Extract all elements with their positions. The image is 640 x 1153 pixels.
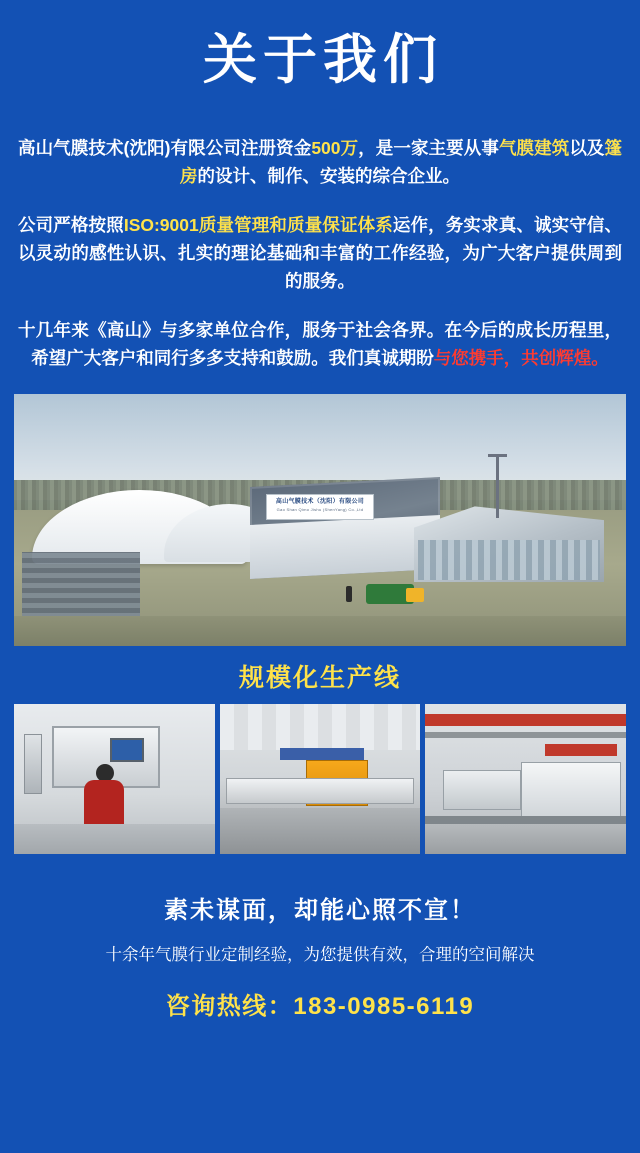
hero-image-wrap: [0, 394, 640, 646]
foreground-road: [14, 616, 626, 646]
cnc-machine-right: [521, 762, 621, 820]
company-signboard-text: 高山气膜技术（沈阳）有限公司: [275, 499, 365, 506]
intro-text-run-3-2: 与您携手，共创辉煌。: [433, 348, 609, 369]
intro-text-run-1-4: 气膜建筑: [498, 138, 570, 158]
intro-text-run-1-6: 篷房: [180, 138, 623, 187]
intro-paragraph-1: [18, 134, 622, 191]
production-thumb-cnc: [425, 704, 626, 854]
production-thumb-welding: [14, 704, 215, 854]
hotline-label: 咨询热线：: [165, 993, 294, 1021]
ceiling-beam: [425, 732, 626, 738]
workshop-floor: [425, 824, 626, 854]
intro-text-run-1-2: 500万: [311, 138, 359, 158]
intro-text-run-3-1: 十几年来《高山》与多家单位合作，服务于社会各界。在今后的成长历程里，希望广大客户和同行多多支持和鼓励。我们真诚期盼: [18, 319, 622, 369]
overhead-crane: [425, 714, 626, 726]
footer-subtitle: 十余年气膜行业定制经验，为您提供有效，合理的空间解决: [105, 946, 535, 965]
utility-tower: [496, 454, 499, 518]
work-table: [226, 778, 414, 804]
intro-text-run-1-1: 高山气膜技术(沈阳)有限公司注册资金: [18, 138, 312, 158]
membrane-ceiling: [220, 704, 421, 750]
intro-text-run-1-5: 以及: [569, 138, 605, 158]
factory-hall-facade: [250, 515, 440, 579]
worker-figure: [346, 586, 352, 602]
glass-curtain-wall: [418, 540, 600, 580]
gantry-arm: [280, 748, 364, 760]
hotline-number[interactable]: 183-0985-6119: [293, 993, 475, 1021]
workshop-floor: [14, 824, 215, 854]
intro-text-run-1-3: ，是一家主要从事: [358, 138, 499, 158]
workshop-banner: [545, 744, 617, 756]
production-section-title: 规模化生产线: [238, 664, 401, 693]
intro-paragraph-2: [18, 211, 622, 296]
company-signboard: [266, 494, 374, 520]
intro-paragraph-3: [18, 316, 622, 373]
cnc-machine-left: [443, 770, 521, 810]
intro-text-run-2-2: ISO:9001质量管理和质量保证体系: [123, 214, 393, 235]
hero-facility-photo: [14, 394, 626, 646]
intro-text-run-2-1: 公司严格按照: [18, 214, 124, 235]
production-thumbnails: [0, 704, 640, 854]
page-title: 关于我们: [203, 30, 443, 90]
footer-hotline[interactable]: [18, 986, 622, 1021]
material-stack: [22, 552, 140, 618]
intro-section: [0, 120, 640, 394]
control-panel: [24, 734, 42, 794]
machine-screen: [110, 738, 144, 762]
green-truck: [366, 584, 414, 604]
poster-footer: [0, 868, 640, 1045]
workshop-floor: [220, 808, 421, 854]
company-signboard-subtext: Gao Shan Qimo Jishu (ShenYang) Co.,Ltd: [276, 507, 364, 513]
intro-text-run-2-3: 运作，务实求真、诚实守信、以灵动的感性认识、扎实的理论基础和丰富的工作经验，为广大客户提供周到的服务。: [18, 214, 623, 292]
intro-text-run-1-7: 的设计、制作、安装的综合企业。: [197, 166, 460, 187]
footer-slogan: 素未谋面，却能心照不宣！: [164, 897, 476, 925]
poster-header: [0, 0, 640, 120]
production-thumb-heat-seal: [220, 704, 421, 854]
machine-rail: [425, 816, 626, 824]
